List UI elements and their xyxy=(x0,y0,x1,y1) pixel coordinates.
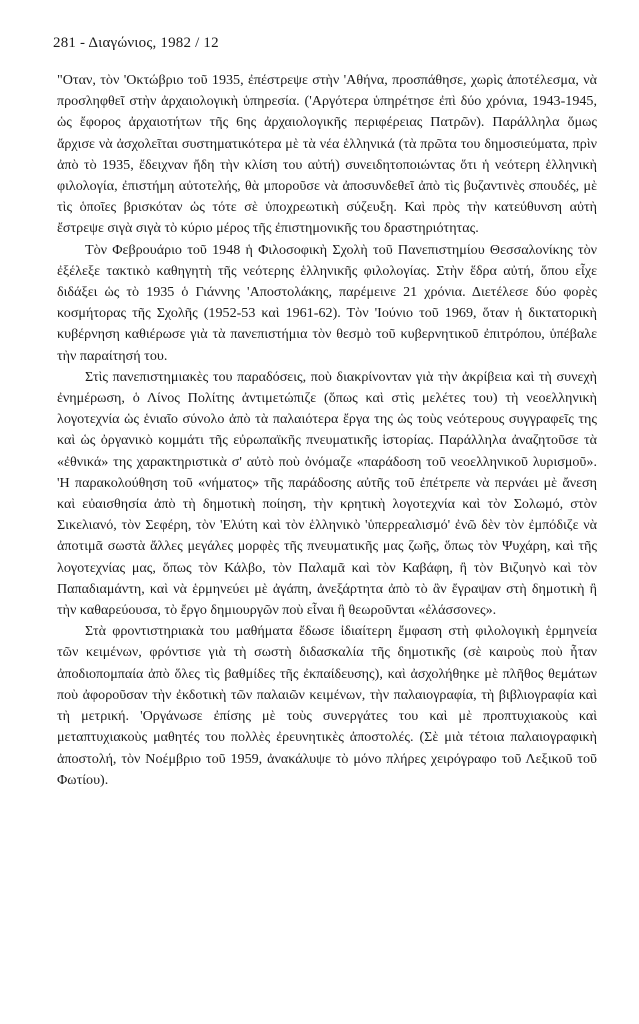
body-text xyxy=(57,70,597,791)
paragraph-2: Τὸν Φεβρουάριο τοῦ 1948 ἡ Φιλοσοφικὴ Σχολὴ τοῦ Πανεπιστημίου Θεσσαλονίκης τὸν ἐξέλεξε τακτικὸ καθηγητὴ τῆς νεότερης ἑλληνικῆς φιλολογίας. Στὴν ἕδρα αὐτή, ὅπου εἶχε διδάξει ὡς τὸ 1935 ὁ Γιάννης 'Αποστολάκης, παρέμεινε 21 χρόνια. Διετέλεσε δύο φορὲς κοσμήτορας τῆς Σχολῆς (1952-53 καὶ 1961-62). Τὸν 'Ιούνιο τοῦ 1969, ὅταν ἡ δικτατορικὴ κυβέρνηση καθιέρωσε γιὰ τὰ πανεπιστήμια τὸν θεσμὸ τοῦ κυβερνητικοῦ ἐπιτρόπου, ὑπέβαλε τὴν παραίτησή του. xyxy=(57,241,597,364)
running-header: 281 - Διαγώνιος, 1982 / 12 xyxy=(53,35,219,51)
paragraph-4: Στὰ φροντιστηριακὰ του μαθήματα ἔδωσε ἰδιαίτερη ἔμφαση στὴ φιλολογικὴ ἑρμηνεία τῶν κειμένων, φρόντισε γιὰ τὴ σωστὴ διδασκαλία τῆς δημοτικῆς (σὲ καιροὺς ποὺ ἦταν ἀποδιοπομπαία ἀπὸ ὅλες τὶς βαθμίδες τῆς ἐκπαίδευσης), καὶ ἀσχολήθηκε μὲ πλῆθος θεμάτων ποὺ ἀφοροῦσαν τὴν ἐκδοτικὴ τῶν παλαιῶν κειμένων, τὴν παλαιογραφία, τὴ βιβλιογραφία καὶ τὴ μετρική. 'Οργάνωσε ἐπίσης μὲ τοὺς συνεργάτες του καὶ μὲ προπτυχιακοὺς καὶ μεταπτυχιακοὺς μαθητές του πολλὲς ἐρευνητικὲς ἀποστολές. (Σὲ μιὰ τέτοια παλαιογραφικὴ ἀποστολή, τὸν Νοέμβριο τοῦ 1959, ἀνακάλυψε τὸ μόνο πλήρες χειρόγραφο τοῦ Λεξικοῦ τοῦ Φωτίου). xyxy=(57,623,597,788)
paragraph-3: Στὶς πανεπιστημιακὲς του παραδόσεις, ποὺ διακρίνονταν γιὰ τὴν ἀκρίβεια καὶ τὴ συνεχὴ ἐνημέρωση, ὁ Λίνος Πολίτης ἀντιμετώπιζε (ὅπως καὶ στὶς μελέτες του) τὴ νεοελληνικὴ λογοτεχνία ὡς ἑνιαῖο σύνολο ἀπὸ τὰ παλαιότερα ἔργα της ὡς τοὺς νεότερους συγγραφεῖς της καὶ ὡς ὀργανικὸ κομμάτι τῆς εὐρωπαϊκῆς πνευματικῆς ἱστορίας. Παράλληλα ἀναζητοῦσε τὰ «ἐθνικά» της χαρακτηριστικὰ σ' αὐτὸ ποὺ ὀνόμαζε «παράδοση τοῦ νεοελληνικοῦ λυρισμοῦ». 'Η παρακολούθηση τοῦ «νήματος» τῆς παράδοσης αὐτῆς τοῦ ἐπέτρεπε νὰ περνάει μὲ ἄνεση καὶ εὐαισθησία ἀπὸ τὴ δημοτικὴ ποίηση, τὴν κρητικὴ λογοτεχνία καὶ τὸν Σολωμό, στὸν Σικελιανό, τὸν Σεφέρη, τὸν 'Ελύτη καὶ τὸν ἑλληνικὸ 'ὑπερρεαλισμό' ἐνῶ δὲν τὸν ἐμπόδιζε νὰ ἀποτιμᾶ σωστὰ ἄλλες μεγάλες μορφὲς τῆς πνευματικῆς μας ζωῆς, ὅπως τὸν Ψυχάρη, καὶ τῆς λογοτεχνίας μας, ὅπως τὸν Κάλβο, τὸν Παλαμᾶ καὶ τὸν Καβάφη, ἢ τὸν Βιζυηνὸ καὶ τὸν Παπαδιαμάντη, καὶ νὰ ἑρμηνεύει μὲ ἀγάπη, ἀνεξάρτητα ἀπὸ τὸ ἂν ἔγραψαν στὴ δημοτικὴ ἢ τὴν καθαρεύουσα, τὸ ἔργο δημιουργῶν ποὺ εἶναι ἢ θεωροῦνται «ἐλάσσονες». xyxy=(57,368,597,619)
paragraph-1: "Οταν, τὸν 'Οκτώβριο τοῦ 1935, ἐπέστρεψε στὴν 'Αθήνα, προσπάθησε, χωρὶς ἀποτέλεσμα, νὰ προσληφθεῖ στὴν ἀρχαιολογικὴ ὑπηρεσία. ('Αργότερα ὑπηρέτησε ἐπὶ δύο χρόνια, 1943-1945, ὡς ἔφορος ἀρχαιοτήτων τῆς 6ης ἀρχαιολογικῆς περιφέρειας Πατρῶν). Παράλληλα ὅμως ἄρχισε νὰ ἀσχολεῖται συστηματικότερα μὲ τὰ νέα ἑλληνικά (τὰ πρῶτα του δημοσιεύματα, πρὶν ἀπὸ τὸ 1935, ἔδειχναν ἤδη τὴν κλίση του αὐτή) συνειδητοποιώντας ὅτι ἡ νεότερη ἑλληνικὴ φιλολογία, ἐπιστήμη αὐτοτελής, θὰ μποροῦσε νὰ ἀποσυνδεθεῖ ἀπὸ τὶς βυζαντινὲς σπουδές, μὲ τὶς ὁποῖες βρισκόταν ὡς τότε σὲ ὑποχρεωτικὴ σύζευξη. Καὶ πρὸς τὴν κατεύθυνση αὐτὴ ἔστρεψε σιγὰ σιγὰ τὸ κύριο μέρος τῆς ἐπιστημονικῆς του δραστηριότητας. xyxy=(57,72,597,237)
document-page xyxy=(53,34,597,791)
